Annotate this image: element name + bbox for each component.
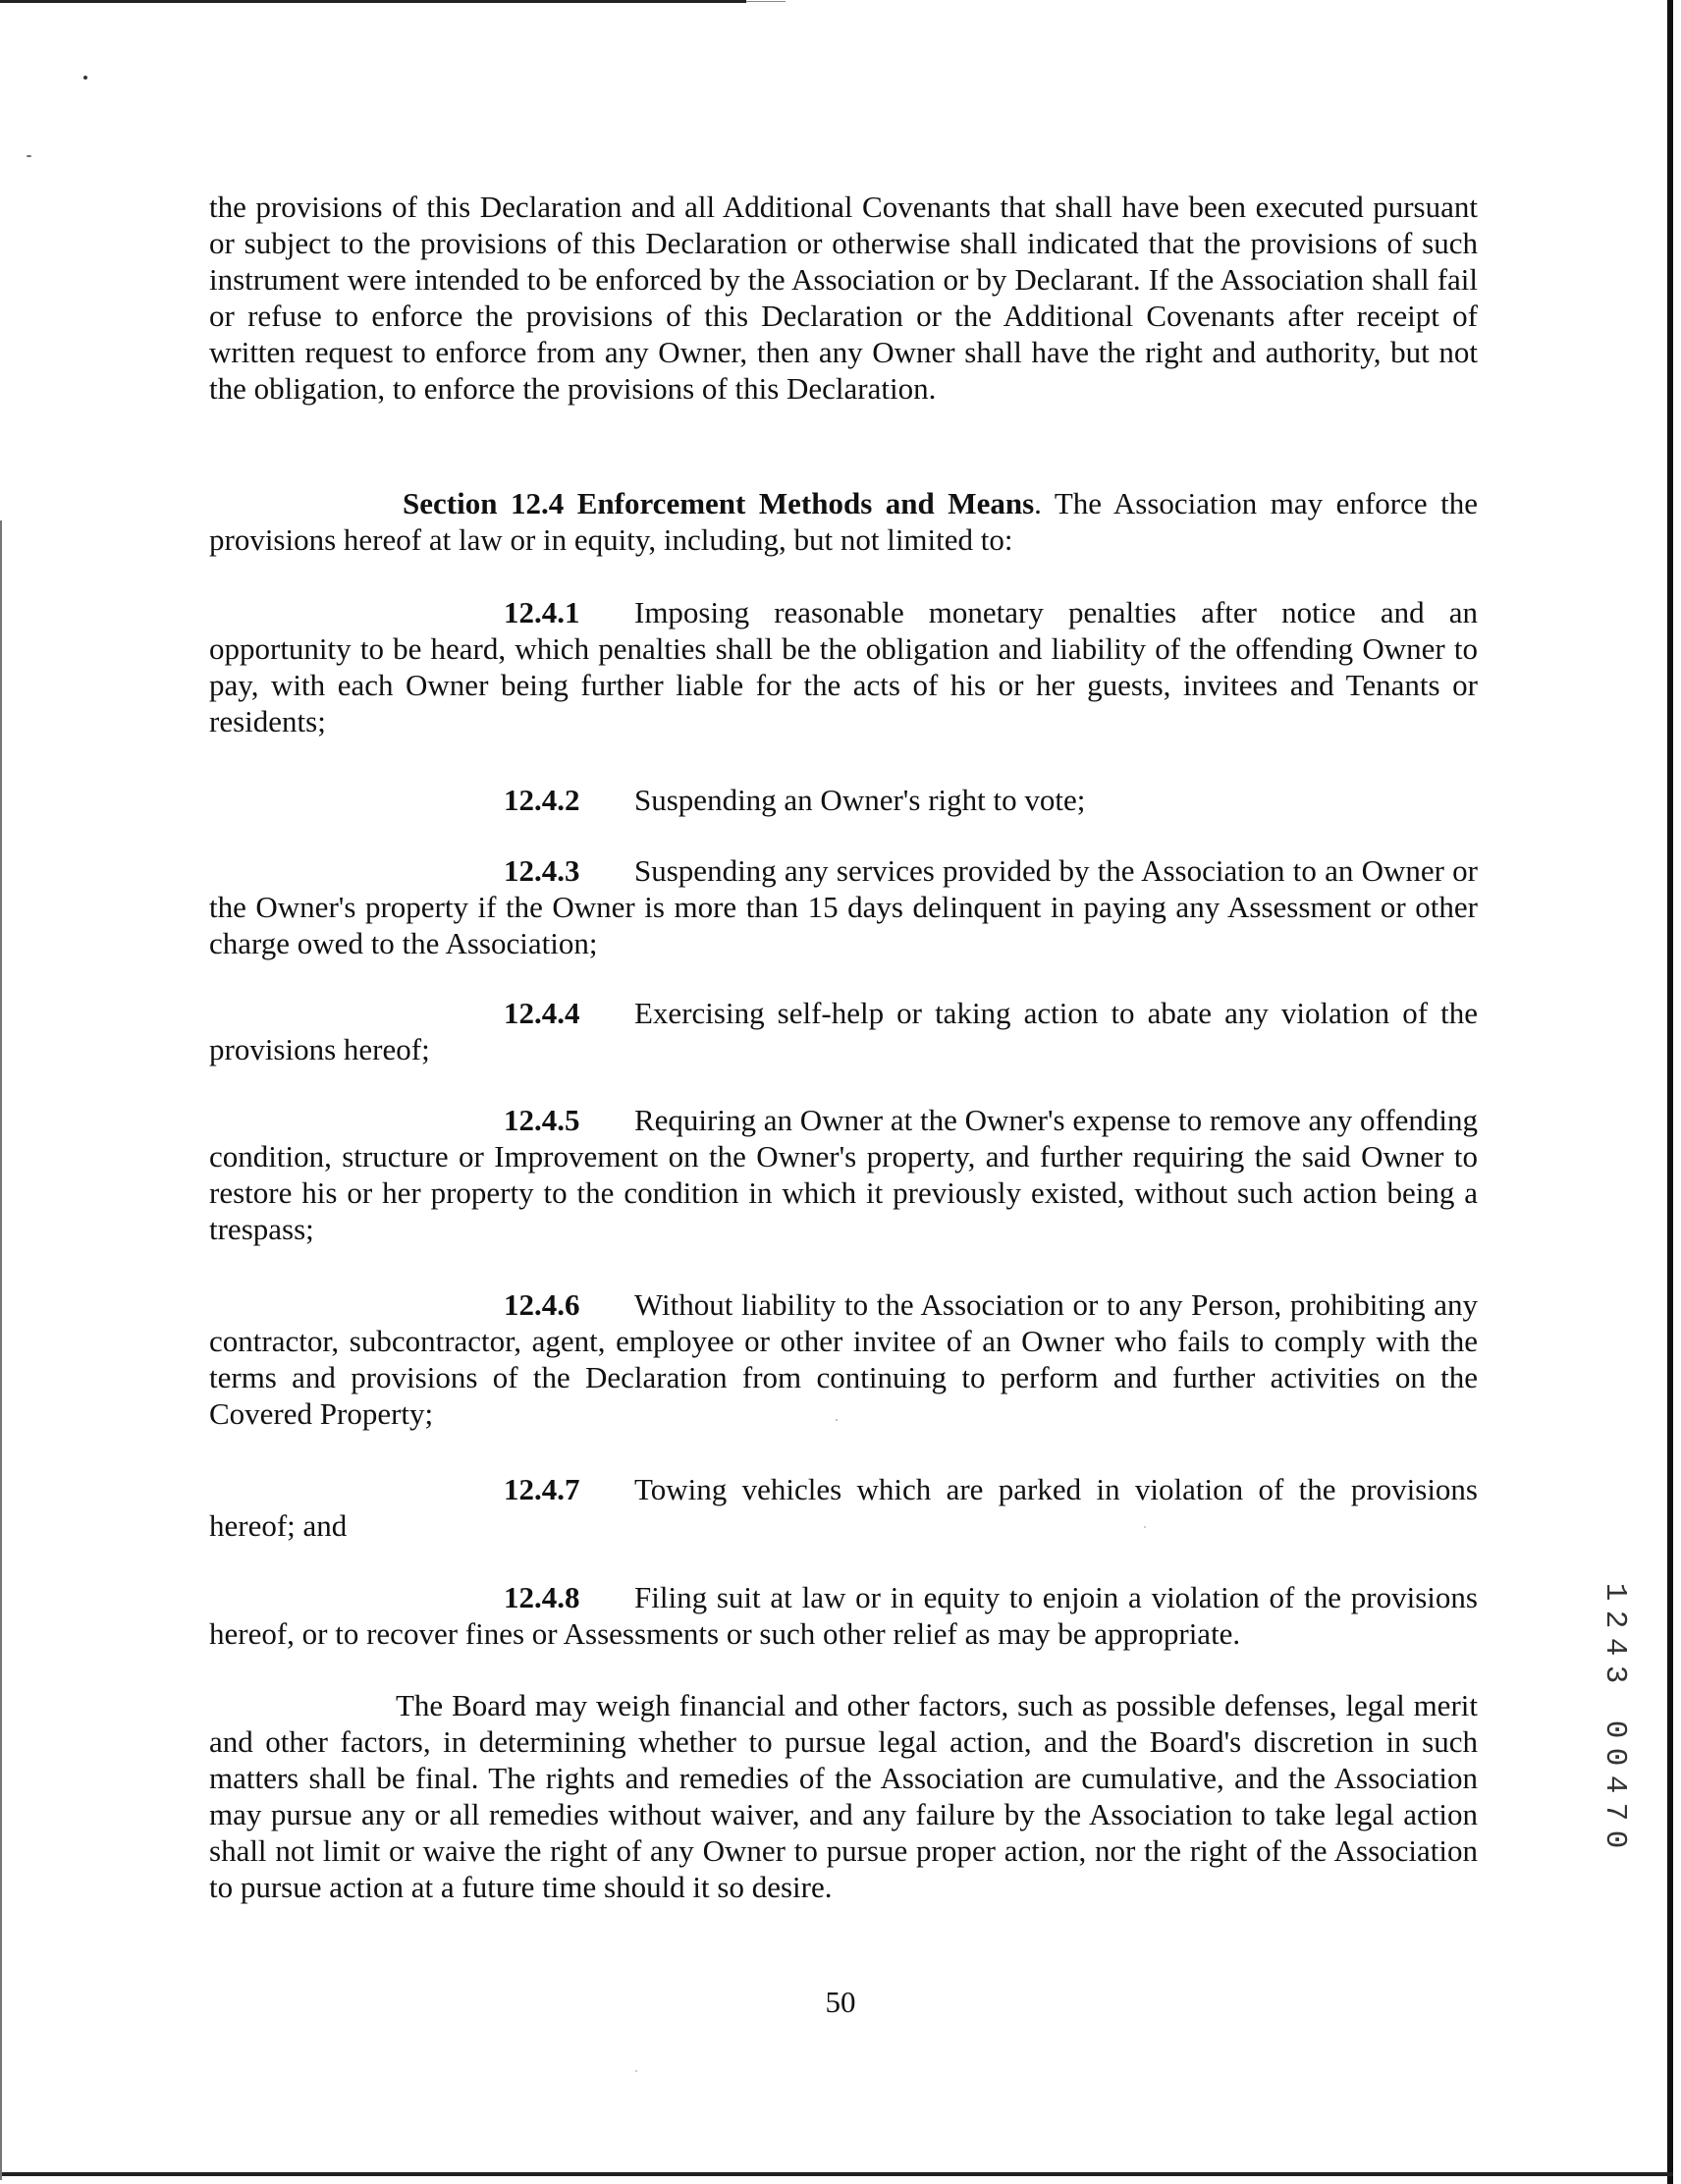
subsection-12-4-2 — [209, 782, 1478, 818]
subsection-text: Suspending any services provided by the Association to an Owner or the Owner's property if the Owner is more than 15 days delinquent in paying any Assessment or other charge owed to the Association; — [209, 853, 1478, 960]
recording-char: 2 — [1598, 1610, 1632, 1629]
page-number: 50 — [825, 1985, 856, 2019]
scan-edge-bottom — [0, 2172, 1673, 2176]
intro-paragraph: the provisions of this Declaration and all Additional Covenants that shall have been executed pursuant or subject to the provisions of this Declaration or otherwise shall indicated that the provisions of such instrument were intended to be enforced by the Association or by Declarant. If the Association shall fail or refuse to enforce the provisions of this Declaration or the Additional Covenants after receipt of written request to enforce from any Owner, then any Owner shall have the right and authority, but not the obligation, to enforce the provisions of this Declaration. — [209, 190, 1478, 406]
subsection-text: Without liability to the Association or to any Person, prohibiting any contractor, subcontractor, agent, employee or other invitee of an Owner who fails to comply with the terms and provisions of the Declaration from continuing to perform and further activities on the Covered Property; — [209, 1287, 1478, 1431]
recording-char: 4 — [1598, 1774, 1632, 1794]
section-text: . The Association may enforce the provisions hereof at law or in equity, including, but not limited to: — [209, 486, 1479, 557]
subsection-number: 12.4.5 — [504, 1103, 580, 1137]
recording-char: 3 — [1598, 1665, 1632, 1684]
recording-char: 0 — [1598, 1720, 1632, 1739]
subsection-12-4-8 — [209, 1579, 1478, 1652]
subsection-number: 12.4.8 — [504, 1580, 580, 1614]
scan-edge-top — [0, 0, 746, 3]
scan-edge-top-faint — [746, 1, 786, 2]
subsection-number: 12.4.4 — [504, 996, 580, 1030]
scan-speck — [83, 76, 87, 80]
subsection-12-4-6 — [209, 1286, 1478, 1432]
recording-char: 7 — [1598, 1802, 1632, 1822]
subsection-12-4-1 — [209, 594, 1478, 739]
scan-speck — [27, 155, 31, 157]
recording-char: 0 — [1598, 1829, 1632, 1849]
scan-edge-right — [1667, 0, 1673, 2184]
subsection-text: Towing vehicles which are parked in violation of the provisions hereof; and — [209, 1472, 1478, 1543]
subsection-number: 12.4.2 — [504, 783, 580, 817]
recording-char: 0 — [1598, 1747, 1632, 1767]
subsection-text: Suspending an Owner's right to vote; — [634, 783, 1086, 817]
subsection-number: 12.4.3 — [504, 853, 580, 888]
subsection-number: 12.4.6 — [504, 1287, 580, 1322]
subsection-12-4-3 — [209, 852, 1478, 961]
subsection-text: Imposing reasonable monetary penalties after notice and an opportunity to be heard, which penalties shall be the obligation and liability of the offending Owner to pay, with each Owner being further liable for the acts of his or her guests, invitees and Tenants or residents; — [209, 595, 1478, 738]
recording-number-stamp — [1598, 1578, 1632, 1853]
subsection-text: Exercising self-help or taking action to abate any violation of the provisions hereof; — [209, 996, 1478, 1066]
recording-char: 4 — [1598, 1637, 1632, 1657]
section-heading: Section 12.4 Enforcement Methods and Means — [403, 486, 1035, 520]
subsection-text: Filing suit at law or in equity to enjoin a violation of the provisions hereof, or to recover fines or Assessments or such other relief as may be appropriate. — [209, 1580, 1478, 1651]
recording-char: 1 — [1598, 1582, 1632, 1602]
subsection-12-4-4 — [209, 995, 1478, 1067]
scan-edge-left — [0, 520, 2, 2180]
subsection-text: Requiring an Owner at the Owner's expense to remove any offending condition, structure or Improvement on the Owner's property, and further requiring the said Owner to restore his or her property to the condition in which it previously existed, without such action being a trespass; — [209, 1103, 1478, 1246]
subsection-12-4-5 — [209, 1102, 1478, 1247]
scan-speck — [635, 2070, 637, 2072]
subsection-number: 12.4.7 — [504, 1472, 580, 1506]
board-paragraph: The Board may weigh financial and other factors, such as possible defenses, legal merit and other factors, in determining whether to pursue legal action, and the Board's discretion in such matters shall be final. The rights and remedies of the Association are cumulative, and the Association may pursue any or all remedies without waiver, and any failure by the Association to take legal action shall not limit or waive the right of any Owner to pursue proper action, nor the right of the Association to pursue action at a future time should it so desire. — [209, 1688, 1478, 1904]
subsection-12-4-7 — [209, 1471, 1478, 1544]
subsection-number: 12.4.1 — [504, 595, 580, 629]
section-12-4-paragraph — [209, 485, 1478, 558]
